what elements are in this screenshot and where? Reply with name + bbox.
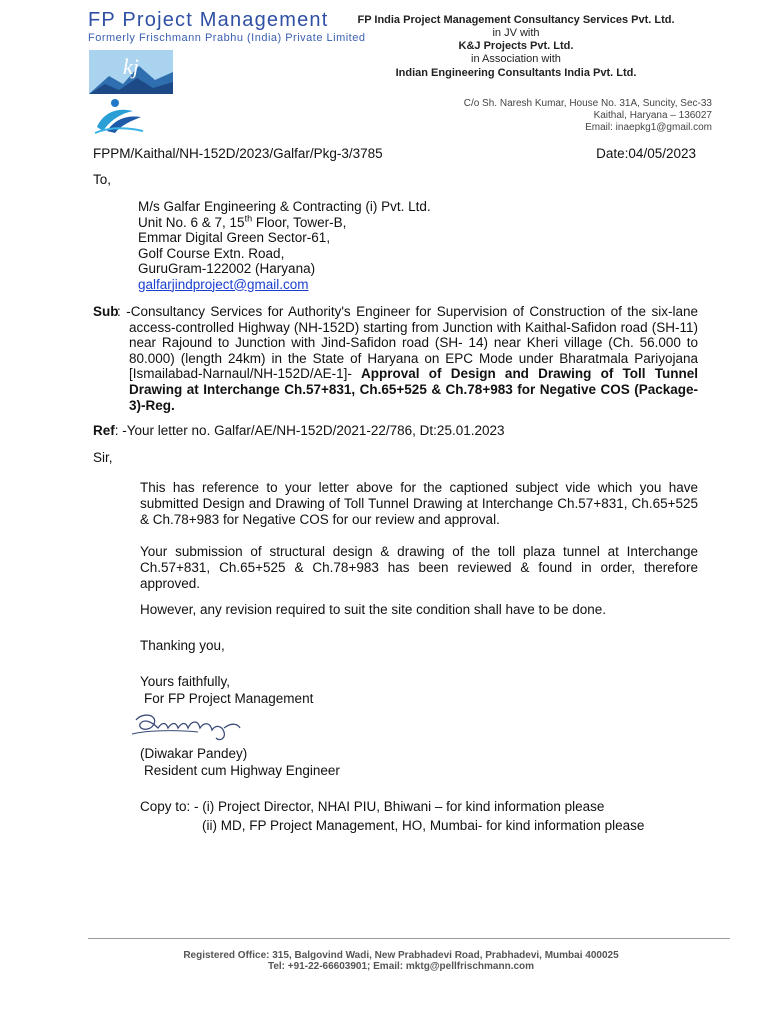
signatory-name: (Diwakar Pandey) xyxy=(140,746,248,761)
logo-letters: kj xyxy=(123,54,139,79)
to-label: To, xyxy=(93,172,112,187)
addressee-line-5: GuruGram-122002 (Haryana) xyxy=(138,261,316,276)
jv-company: FP India Project Management Consultancy Services Pvt. Ltd. xyxy=(357,14,675,26)
emblem-logo xyxy=(93,97,145,135)
footer-line-2: Tel: +91-22-66603901; Email: mktg@pellfrischmann.com xyxy=(267,961,535,972)
body-paragraph-2: Your submission of structural design & drawing of the toll plaza tunnel at Interchange Ch.57+831, Ch.65+525 & Ch.78+983 has been reviewed & found in order, therefore approved. xyxy=(140,544,698,591)
jv-with-text: in JV with xyxy=(492,27,540,39)
letter-date: Date:04/05/2023 xyxy=(596,146,696,161)
handwritten-signature xyxy=(128,708,246,744)
reference-line: Ref: -Your letter no. Galfar/AE/NH-152D/2021-22/786, Dt:25.01.2023 xyxy=(93,423,505,438)
address-line-1: C/o Sh. Naresh Kumar, House No. 31A, Suncity, Sec-33 xyxy=(463,98,712,109)
subject-text: : -Consultancy Services for Authority's Engineer for Supervision of Construction of the six-lane access-controlled Highway (NH-152D) starting from Junction with Kaithal-Safidon road (SH-11) near Rajound to Junction with Jind-Safidon road (SH- 14) near Kheri village (Ch. 56.000 to 80.000) (length 24km) in the State of Haryana on EPC Mode under Bharatmala Pariyojana [Ismailabad-Narnaul/NH-152D/AE-1]- Approval of Design and Drawing of Toll Tunnel Drawing at Interchange Ch.57+831, Ch.65+525 & Ch.78+983 for Negative COS (Package-3)-Reg. xyxy=(117,304,698,413)
copy-to-line-2: (ii) MD, FP Project Management, HO, Mumbai- for kind information please xyxy=(202,818,645,833)
addressee-line-1: M/s Galfar Engineering & Contracting (i) Pvt. Ltd. xyxy=(138,199,431,214)
company-brand-subtitle: Formerly Frischmann Prabhu (India) Private Limited xyxy=(88,32,366,44)
address-email: Email: inaepkg1@gmail.com xyxy=(585,122,712,133)
address-line-2: Kaithal, Haryana – 136027 xyxy=(593,110,712,121)
kj-logo xyxy=(89,50,173,94)
addressee-line-2: Unit No. 6 & 7, 15th Floor, Tower-B, xyxy=(138,213,347,230)
for-company-line: For FP Project Management xyxy=(144,691,314,706)
subject-block xyxy=(93,304,698,413)
company-brand-title: FP Project Management xyxy=(88,9,329,31)
addressee-email-link[interactable]: galfarjindproject@gmail.com xyxy=(138,276,309,292)
letter-reference-number: FPPM/Kaithal/NH-152D/2023/Galfar/Pkg-3/3785 xyxy=(93,146,383,161)
body-paragraph-3: However, any revision required to suit the site condition shall have to be done. xyxy=(140,602,607,617)
footer-divider xyxy=(88,938,730,939)
subject-label: Sub xyxy=(93,304,119,319)
joint-venture-block xyxy=(316,14,716,80)
addressee-line-4: Golf Course Extn. Road, xyxy=(138,245,285,261)
addressee-line-3: Emmar Digital Green Sector-61, xyxy=(138,230,331,245)
footer-line-1: Registered Office: 315, Balgovind Wadi, New Prabhadevi Road, Prabhadevi, Mumbai 400025 xyxy=(183,950,619,961)
association-text: in Association with xyxy=(471,53,561,65)
closing-line: Yours faithfully, xyxy=(140,674,231,689)
associate-company: Indian Engineering Consultants India Pvt. Ltd. xyxy=(395,67,637,79)
addressee-block xyxy=(138,199,431,292)
copy-to-line-1: Copy to: - (i) Project Director, NHAI PIU, Bhiwani – for kind information please xyxy=(140,799,605,814)
thanking-line: Thanking you, xyxy=(140,638,225,653)
site-address-block xyxy=(464,98,712,134)
body-paragraph-1: This has reference to your letter above for the captioned subject vide which you have submitted Design and Drawing of Toll Tunnel Drawing at Interchange Ch.57+831, Ch.65+525 & Ch.78+983 for Negative COS for our review and approval. xyxy=(140,480,698,527)
jv-partner: K&J Projects Pvt. Ltd. xyxy=(458,40,574,52)
signatory-designation: Resident cum Highway Engineer xyxy=(144,763,340,778)
footer-registered-office xyxy=(88,950,714,972)
salutation: Sir, xyxy=(93,450,113,465)
